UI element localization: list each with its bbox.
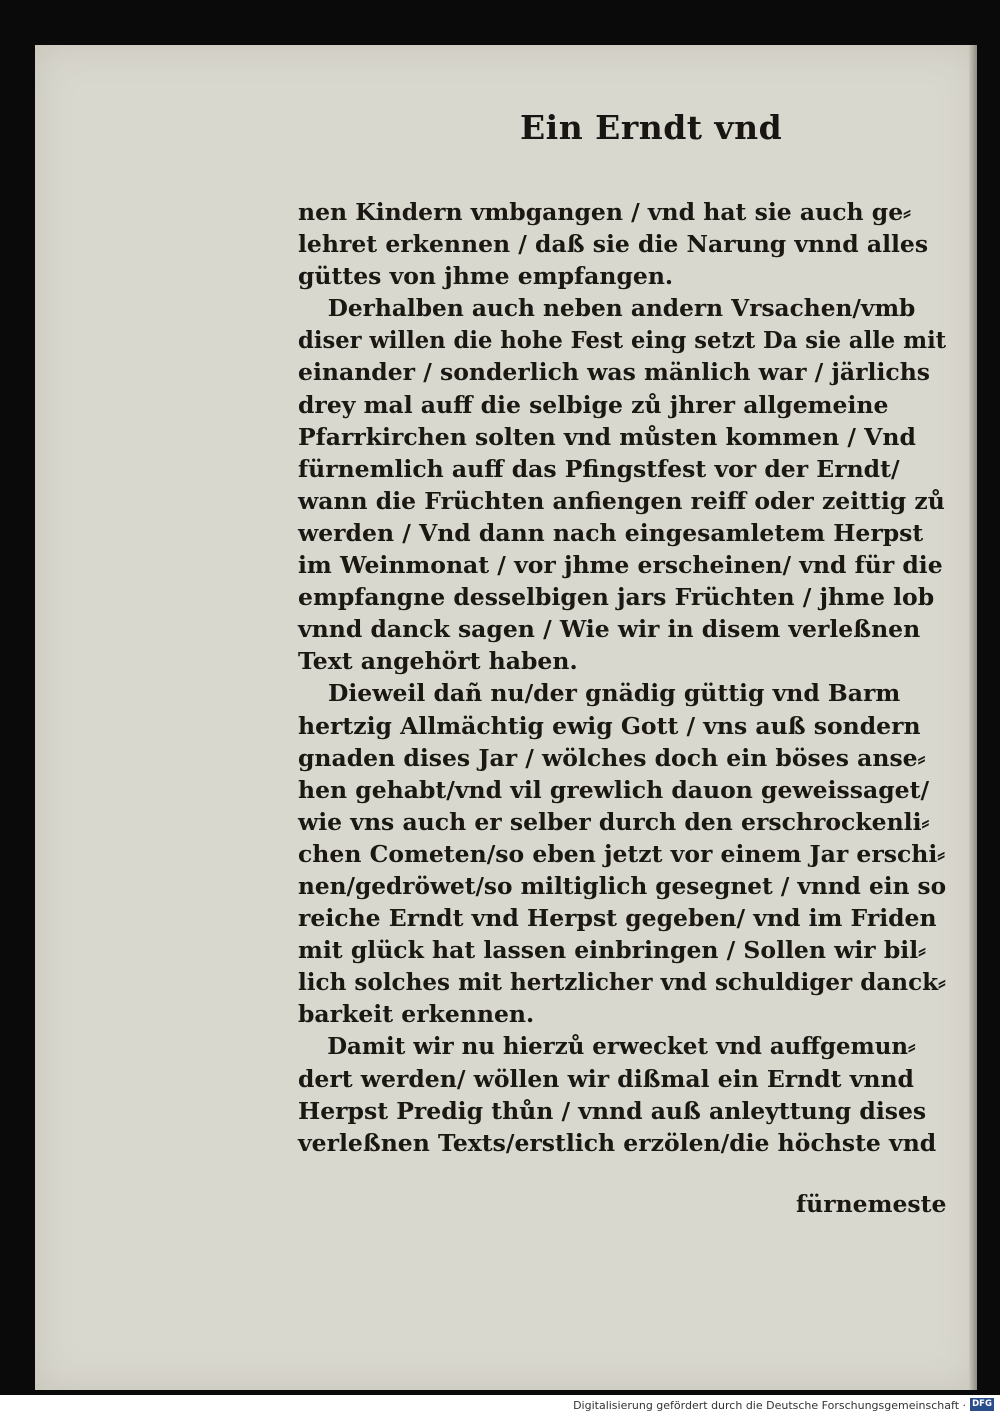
text-line: lich solches mit hertzlicher vnd schuldiger danck⸗ (298, 968, 946, 997)
text-line: Dieweil dañ nu/der gnädig güttig vnd Barm (328, 679, 901, 708)
text-line: mit glück hat lassen einbringen / Sollen wir bil⸗ (298, 936, 926, 965)
text-line: gnaden dises Jar / wölches doch ein böses anse⸗ (298, 743, 926, 772)
text-line: wann die Früchten anfiengen reiff oder zeittig zů (298, 486, 945, 515)
text-line: wie vns auch er selber durch den erschrockenli⸗ (298, 807, 930, 836)
text-line: dert werden/ wöllen wir dißmal ein Erndt vnnd (298, 1064, 914, 1093)
text-line: Herpst Predig thůn / vnnd auß anleyttung dises (298, 1096, 927, 1125)
text-line: Derhalben auch neben andern Vrsachen/vmb (327, 294, 916, 323)
text-line: verleßnen Texts/erstlich erzölen/die höchste vnd (298, 1128, 937, 1157)
text-line: nen/gedröwet/so miltiglich gesegnet / vnnd ein so (298, 871, 947, 900)
catchword: fürnemeste (796, 1190, 947, 1218)
text-line: barkeit erkennen. (298, 1000, 535, 1029)
text-line: einander / sonderlich was mänlich war / järlichs (298, 358, 931, 387)
text-line: reiche Erndt vnd Herpst gegeben/ vnd im Friden (298, 904, 937, 933)
text-line: Pfarrkirchen solten vnd můsten kommen / Vnd (298, 422, 916, 451)
text-line: hertzig Allmächtig ewig Gott / vns auß sondern (298, 711, 921, 740)
text-line: drey mal auff die selbige zů jhrer allgemeine (298, 390, 889, 419)
funding-credit: Digitalisierung gefördert durch die Deutsche Forschungsgemeinschaft · (573, 1399, 966, 1412)
text-line: hen gehabt/vnd vil grewlich dauon geweissaget/ (298, 775, 930, 804)
text-line: empfangne desselbigen jars Früchten / jhme lob (298, 583, 935, 612)
text-line: chen Cometen/so eben jetzt vor einem Jar erschi⸗ (298, 839, 946, 868)
text-line: güttes von jhme empfangen. (298, 262, 674, 291)
text-line: diser willen die hohe Fest eing setzt Da sie alle mit (298, 326, 947, 355)
running-title: Ein Erndt vnd (520, 108, 783, 147)
text-line: im Weinmonat / vor jhme erscheinen/ vnd für die (298, 551, 943, 580)
text-line: Damit wir nu hierzů erwecket vnd auffgemun⸗ (327, 1032, 916, 1061)
body-text (298, 196, 946, 1159)
dfg-logo-icon: DFG (970, 1398, 994, 1411)
text-line: werden / Vnd dann nach eingesamletem Herpst (298, 518, 924, 547)
text-line: vnnd danck sagen / Wie wir in disem verleßnen (298, 615, 921, 644)
text-line: nen Kindern vmbgangen / vnd hat sie auch ge⸗ (298, 198, 911, 226)
text-line: Text angehört haben. (298, 647, 578, 676)
text-line: fürnemlich auff das Pfingstfest vor der Erndt/ (298, 454, 900, 483)
page-edge (969, 45, 977, 1390)
text-line: lehret erkennen / daß sie die Narung vnnd alles (298, 230, 929, 259)
